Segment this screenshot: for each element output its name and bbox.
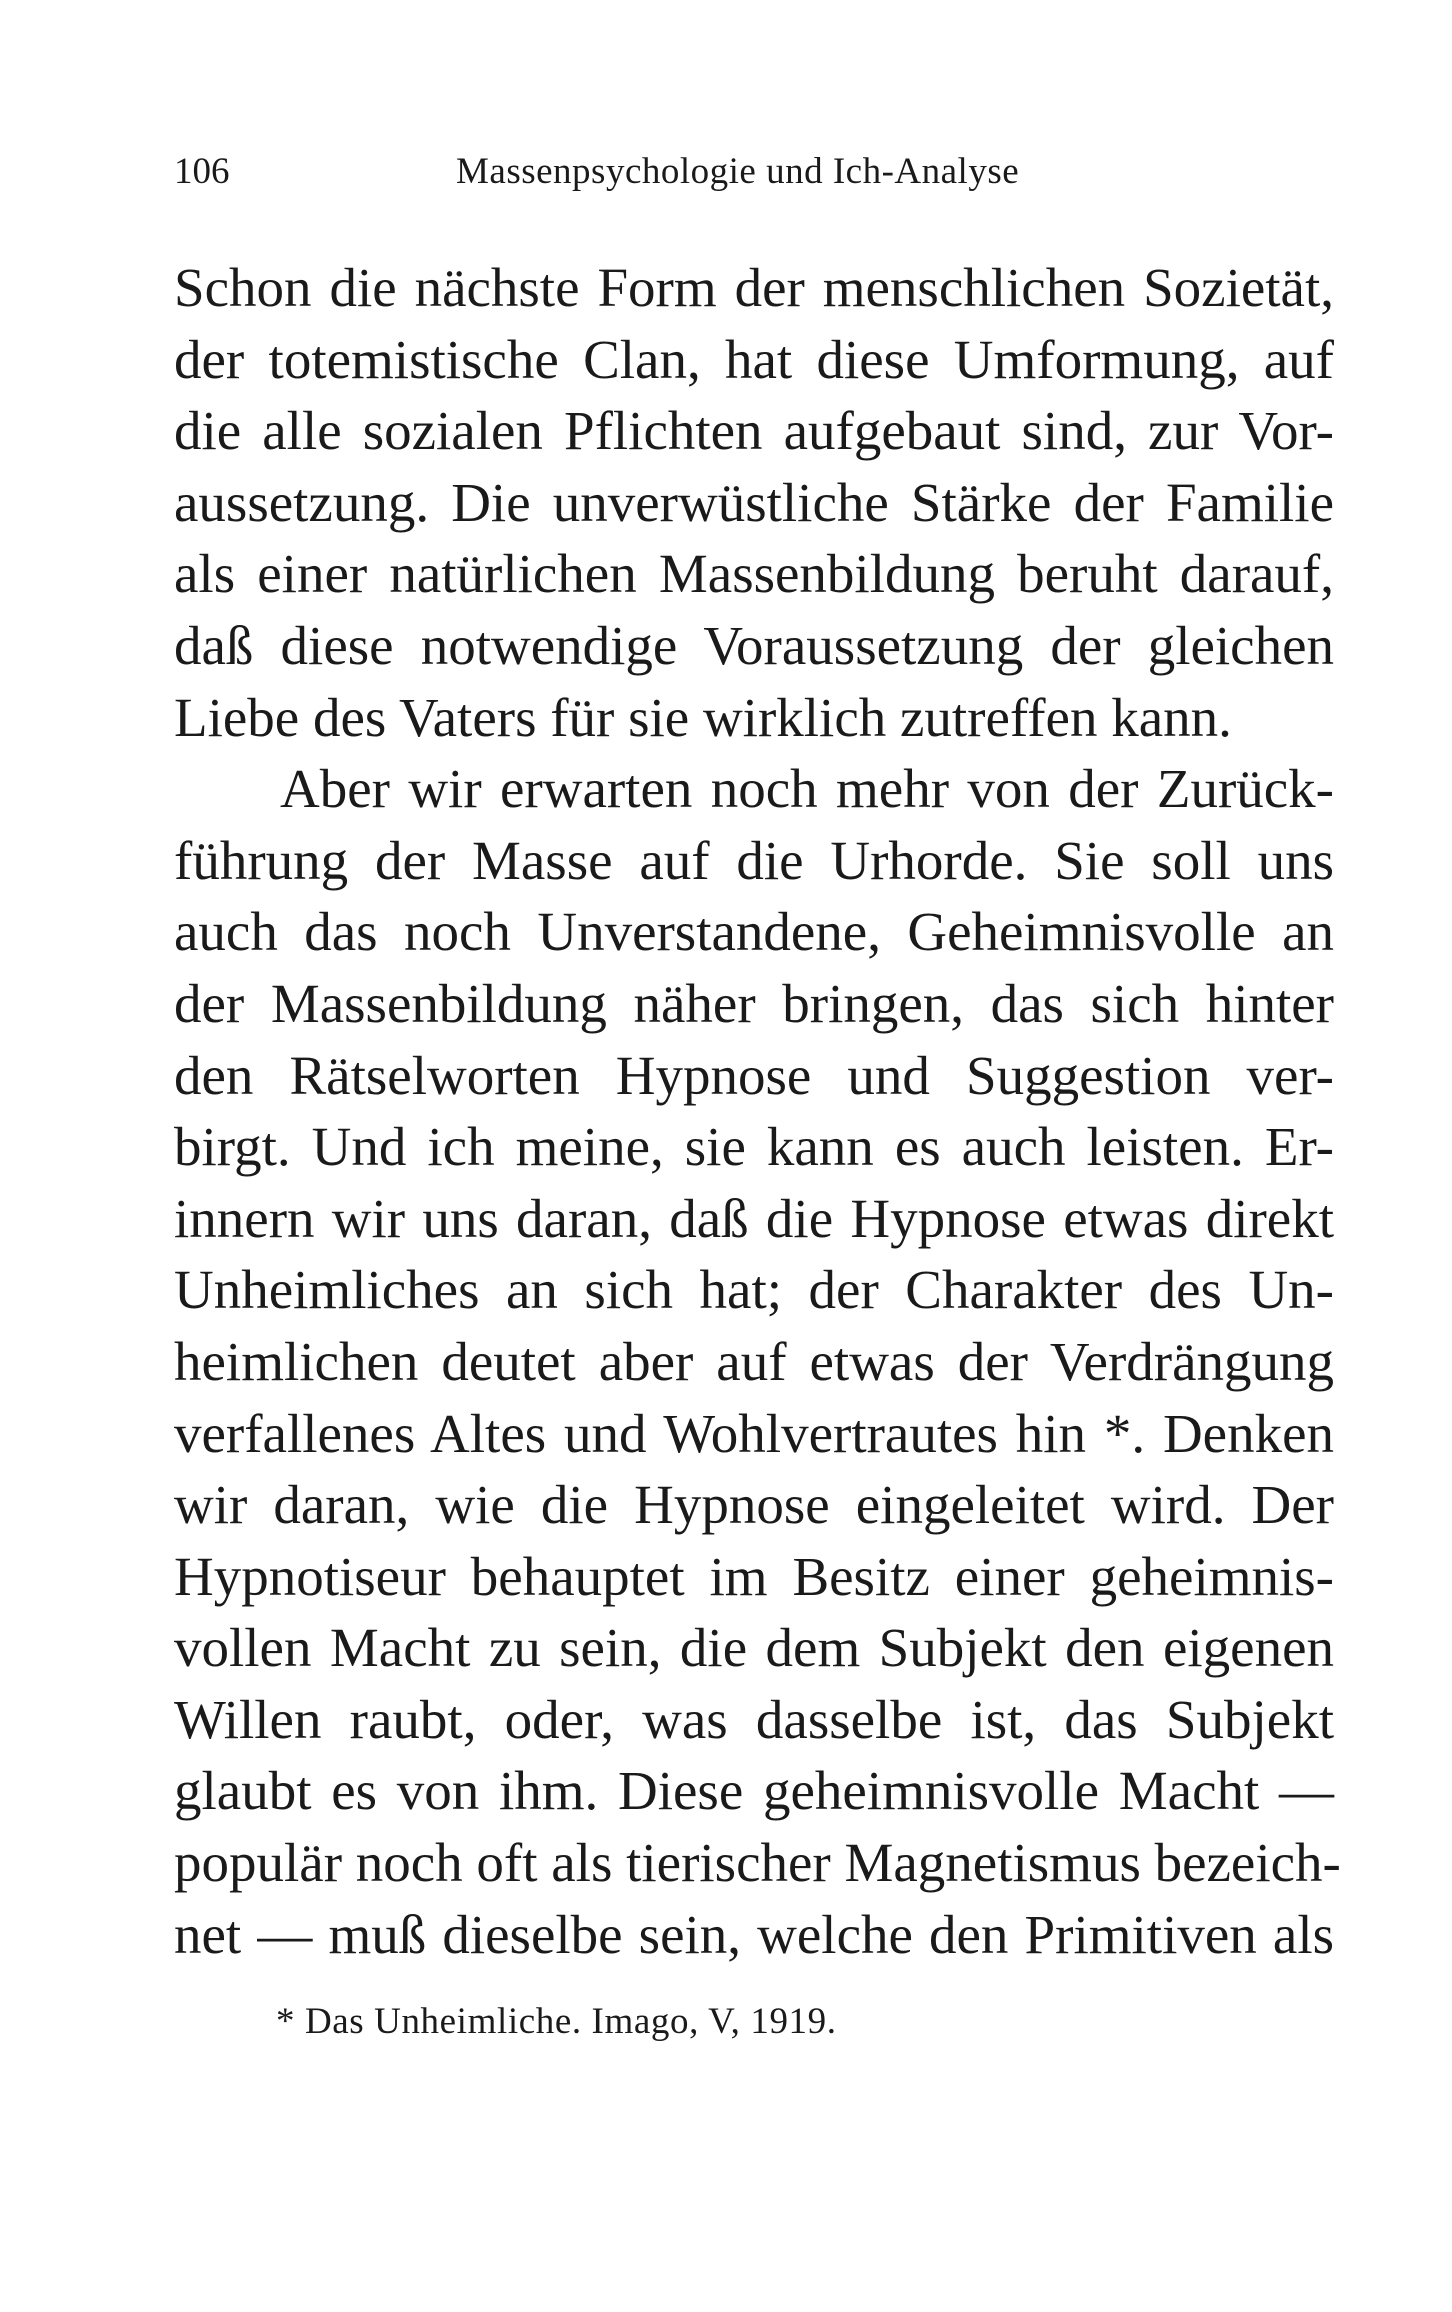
text-line: der Massenbildung näher bringen, das sich hinter xyxy=(174,972,1334,1034)
text-line: aussetzung. Die unverwüstliche Stärke der Familie xyxy=(174,471,1334,533)
text-line: net — muß dieselbe sein, welche den Primitiven als xyxy=(174,1903,1334,1965)
text-line: Liebe des Vaters für sie wirklich zutreffen kann. xyxy=(174,686,1232,748)
footnote: * Das Unheimliche. Imago, V, 1919. xyxy=(276,2001,837,2042)
text-line: Willen raubt, oder, was dasselbe ist, das Subjekt xyxy=(174,1688,1334,1750)
text-line: Hypnotiseur behauptet im Besitz einer geheimnis- xyxy=(174,1545,1334,1607)
paragraph-1 xyxy=(174,252,1334,753)
text-line: der totemistische Clan, hat diese Umformung, auf xyxy=(174,328,1334,390)
text-line: führung der Masse auf die Urhorde. Sie soll uns xyxy=(174,829,1334,891)
text-line: daß diese notwendige Voraussetzung der gleichen xyxy=(174,614,1334,676)
text-line: als einer natürlichen Massenbildung beruht darauf, xyxy=(174,543,1334,605)
text-line: glaubt es von ihm. Diese geheimnisvolle Macht — xyxy=(174,1760,1334,1822)
text-line: innern wir uns daran, daß die Hypnose etwas direkt xyxy=(174,1187,1334,1249)
body-text xyxy=(174,252,1341,1970)
text-line: vollen Macht zu sein, die dem Subjekt den eigenen xyxy=(174,1617,1334,1679)
text-line: heimlichen deutet aber auf etwas der Verdrängung xyxy=(174,1330,1334,1392)
text-line: Aber wir erwarten noch mehr von der Zurück- xyxy=(280,758,1334,820)
text-line: wir daran, wie die Hypnose eingeleitet wird. Der xyxy=(174,1474,1334,1536)
text-line: Unheimliches an sich hat; der Charakter des Un- xyxy=(174,1259,1334,1321)
text-line: auch das noch Unverstandene, Geheimnisvolle an xyxy=(174,901,1334,963)
paragraph-2 xyxy=(174,753,1341,1970)
text-line: Schon die nächste Form der menschlichen Sozietät, xyxy=(174,257,1334,318)
text-line: verfallenes Altes und Wohlvertrautes hin *. Denken xyxy=(174,1402,1334,1464)
text-line: die alle sozialen Pflichten aufgebaut sind, zur Vor- xyxy=(174,400,1334,462)
text-line: birgt. Und ich meine, sie kann es auch leisten. Er- xyxy=(174,1116,1334,1178)
text-line: populär noch oft als tierischer Magnetismus bezeich- xyxy=(174,1832,1341,1894)
running-title: Massenpsychologie und Ich-Analyse xyxy=(456,151,1020,192)
page-number: 106 xyxy=(174,151,230,192)
text-line: den Rätselworten Hypnose und Suggestion ver- xyxy=(174,1044,1334,1106)
running-head xyxy=(174,148,1056,196)
